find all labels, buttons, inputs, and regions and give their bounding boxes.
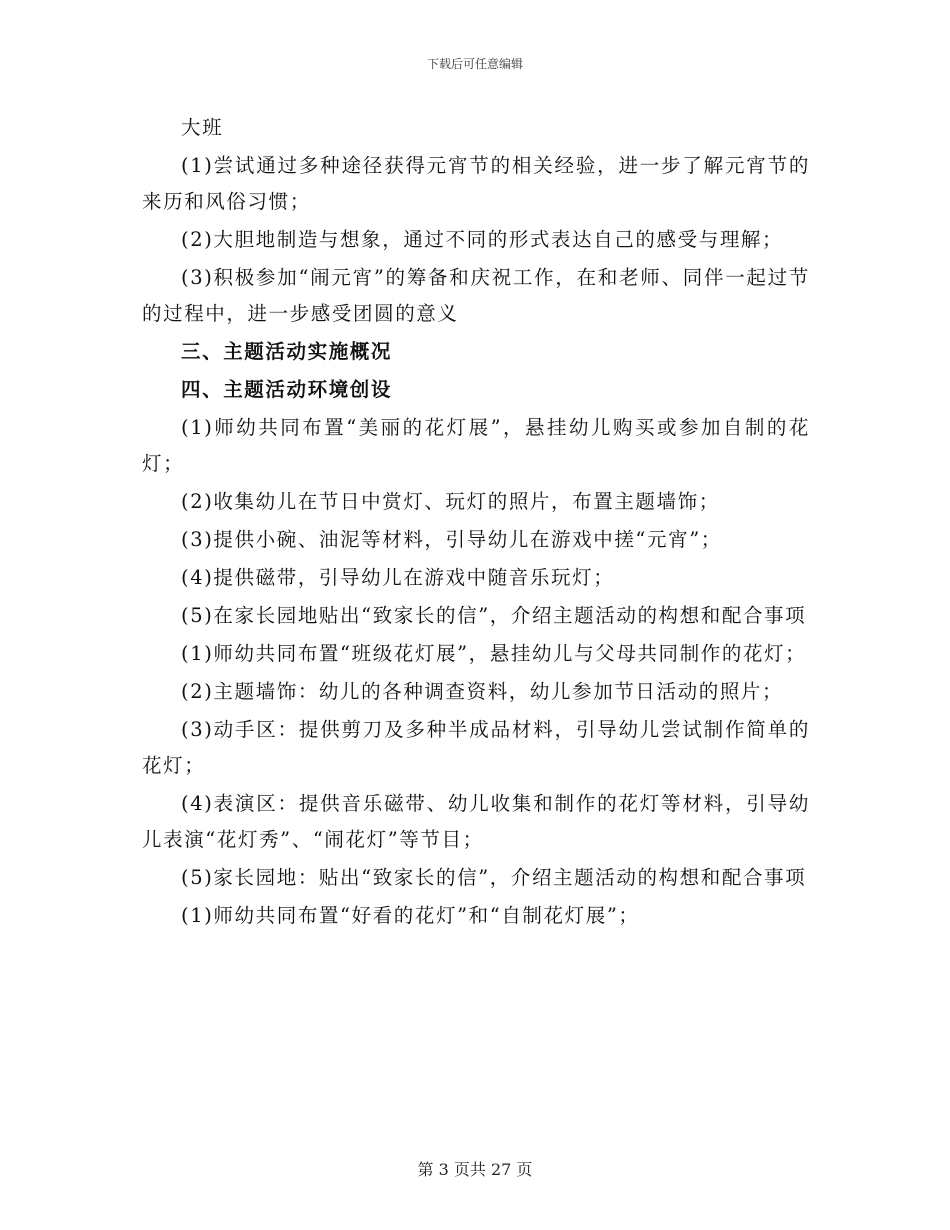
paragraph: (2)收集幼儿在节日中赏灯、玩灯的照片，布置主题墙饰； bbox=[181, 490, 720, 513]
paragraph: (1)师幼共同布置“好看的花灯”和“自制花灯展”； bbox=[181, 904, 640, 927]
paragraph: (5)家长园地：贴出“致家长的信”，介绍主题活动的构想和配合事项 bbox=[181, 866, 807, 889]
paragraph: (1)师幼共同布置“美丽的花灯展”，悬挂幼儿购买或参加自制的花灯； bbox=[142, 416, 810, 475]
paragraph: (4)表演区：提供音乐磁带、幼儿收集和制作的花灯等材料，引导幼儿表演“花灯秀”、“闹花灯”等节目； bbox=[142, 792, 810, 851]
paragraph: (2)大胆地制造与想象，通过不同的形式表达自己的感受与理解； bbox=[181, 228, 784, 251]
page-header: 下载后可任意编辑 bbox=[426, 57, 523, 71]
paragraph: (5)在家长园地贴出“致家长的信”，介绍主题活动的构想和配合事项 bbox=[181, 604, 807, 627]
paragraph: (3)积极参加“闹元宵”的筹备和庆祝工作，在和老师、同伴一起过节的过程中，进一步感受团圆的意义 bbox=[142, 266, 810, 325]
paragraph: (2)主题墙饰：幼儿的各种调查资料，幼儿参加节日活动的照片； bbox=[181, 680, 784, 703]
paragraph: (3)提供小碗、油泥等材料，引导幼儿在游戏中搓“元宵”； bbox=[181, 528, 722, 551]
section-heading: 三、主题活动实施概况 bbox=[181, 340, 393, 363]
paragraph: (1)师幼共同布置“班级花灯展”，悬挂幼儿与父母共同制作的花灯； bbox=[181, 642, 807, 665]
paragraph: (1)尝试通过多种途径获得元宵节的相关经验，进一步了解元宵节的来历和风俗习惯； bbox=[142, 154, 810, 213]
paragraph: (4)提供磁带，引导幼儿在游戏中随音乐玩灯； bbox=[181, 566, 615, 589]
page-footer: 第 3 页共 27 页 bbox=[417, 1160, 533, 1179]
paragraph: 大班 bbox=[181, 116, 224, 139]
section-heading: 四、主题活动环境创设 bbox=[181, 378, 393, 401]
document-body bbox=[142, 110, 810, 936]
paragraph: (3)动手区：提供剪刀及多种半成品材料，引导幼儿尝试制作简单的花灯； bbox=[142, 718, 810, 777]
